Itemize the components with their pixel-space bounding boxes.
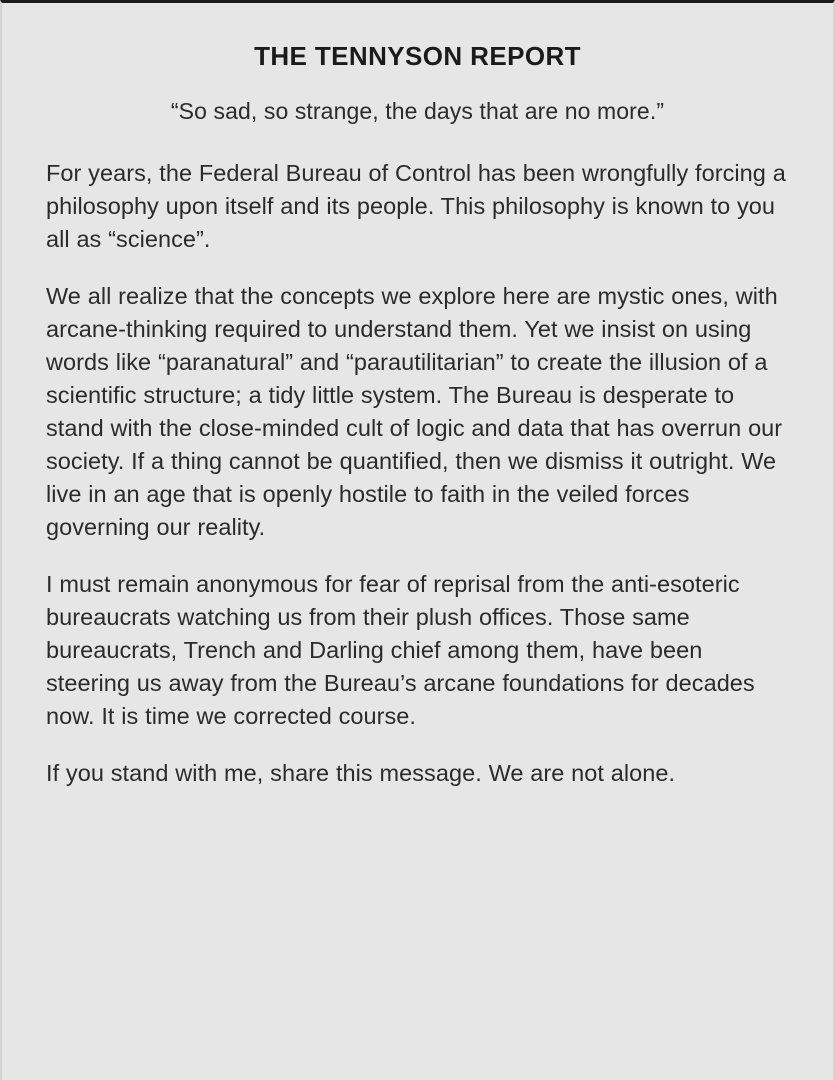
page-title: THE TENNYSON REPORT xyxy=(254,41,581,71)
paragraph: For years, the Federal Bureau of Control has been wrongfully forcing a philosophy upon itself and its people. This philosophy is known to you all as “science”. xyxy=(46,160,786,252)
paragraph: We all realize that the concepts we explore here are mystic ones, with arcane-thinking required to understand them. Yet we insist on using words like “paranatural” and “parautilitarian” to create the illusion of a scientific structure; a tidy little system. The Bureau is desperate to stand with the close-minded cult of logic and data that has overrun our society. If a thing cannot be quantified, then we dismiss it outright. We live in an age that is openly hostile to faith in the veiled forces governing our reality. xyxy=(46,283,783,540)
body-copy xyxy=(46,125,789,790)
document-body xyxy=(2,3,833,790)
paragraph: If you stand with me, share this message. We are not alone. xyxy=(46,760,676,786)
epigraph-quote: “So sad, so strange, the days that are no more.” xyxy=(170,98,665,124)
paragraph: I must remain anonymous for fear of reprisal from the anti-esoteric bureaucrats watching us from their plush offices. Those same bureaucrats, Trench and Darling chief among them, have been steering us away from the Bureau’s arcane foundations for decades now. It is time we corrected course. xyxy=(46,571,755,729)
